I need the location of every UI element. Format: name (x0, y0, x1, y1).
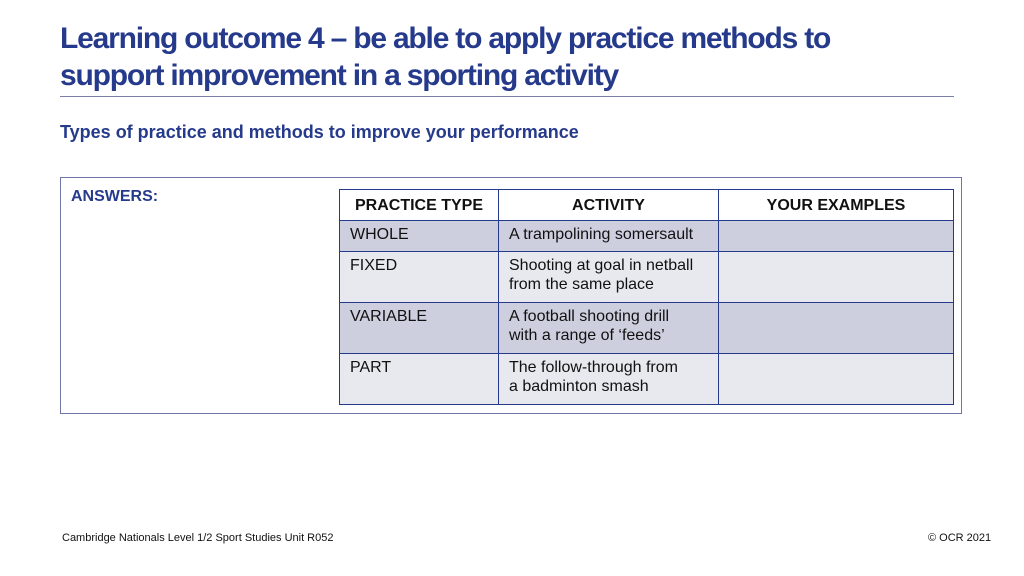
page-title-line-1: Learning outcome 4 – be able to apply practice methods to (60, 22, 831, 55)
practice-table (339, 189, 954, 405)
table-header-row (340, 190, 954, 221)
practice-type-cell: PART (340, 354, 499, 405)
your-examples-cell[interactable] (719, 303, 954, 354)
header-your-examples: YOUR EXAMPLES (719, 190, 954, 221)
activity-cell (499, 303, 719, 354)
activity-cell (499, 221, 719, 252)
practice-type-cell: WHOLE (340, 221, 499, 252)
activity-line: A trampolining somersault (509, 226, 694, 243)
table-row (340, 354, 954, 405)
activity-line: from the same place (509, 276, 654, 293)
activity-line: a badminton smash (509, 378, 649, 395)
page-title (60, 20, 960, 94)
table-row (340, 221, 954, 252)
header-activity: ACTIVITY (499, 190, 719, 221)
header-practice-type: PRACTICE TYPE (340, 190, 499, 221)
answers-box (60, 177, 962, 414)
practice-type-cell: FIXED (340, 252, 499, 303)
activity-cell (499, 354, 719, 405)
footer-copyright: © OCR 2021 (928, 532, 992, 544)
table-row (340, 252, 954, 303)
subtitle: Types of practice and methods to improve your performance (60, 122, 579, 142)
activity-line: Shooting at goal in netball (509, 257, 694, 274)
practice-type-cell: VARIABLE (340, 303, 499, 354)
your-examples-cell[interactable] (719, 221, 954, 252)
activity-line: with a range of ‘feeds’ (509, 327, 665, 344)
activity-line: The follow-through from (509, 359, 678, 376)
your-examples-cell[interactable] (719, 354, 954, 405)
page-title-line-2: support improvement in a sporting activity (60, 59, 619, 92)
activity-cell (499, 252, 719, 303)
footer-course: Cambridge Nationals Level 1/2 Sport Studies Unit R052 (62, 532, 334, 544)
title-divider (60, 96, 954, 97)
table-row (340, 303, 954, 354)
answers-label: ANSWERS: (71, 188, 159, 205)
your-examples-cell[interactable] (719, 252, 954, 303)
activity-line: A football shooting drill (509, 308, 670, 325)
